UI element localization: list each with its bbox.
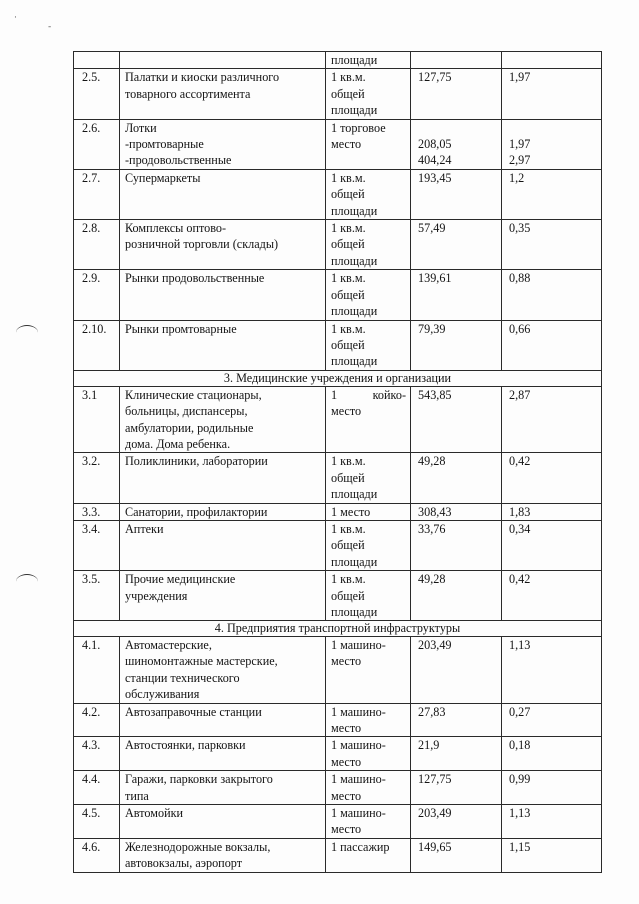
table-row xyxy=(74,805,602,839)
row-number: 4.1. xyxy=(74,637,120,704)
row-value-1: 57,49 xyxy=(411,220,502,270)
corner-mark: · xyxy=(14,13,17,23)
row-number: 2.10. xyxy=(74,320,120,370)
table-row xyxy=(74,52,602,69)
row-value-2: 1,2 xyxy=(502,169,602,219)
row-number: 3.3. xyxy=(74,503,120,520)
row-number: 2.6. xyxy=(74,119,120,169)
row-name: Рынки продовольственные xyxy=(120,270,326,320)
tariff-table-transport xyxy=(73,620,602,873)
binding-hole-mark xyxy=(16,325,38,340)
row-name: Прочие медицинские учреждения xyxy=(120,571,326,621)
row-value-1: 49,28 xyxy=(411,453,502,503)
row-name: Автозаправочные станции xyxy=(120,703,326,737)
row-unit: 1 торговое место xyxy=(326,119,411,169)
row-value-1: 193,45 xyxy=(411,169,502,219)
table-row xyxy=(74,838,602,872)
corner-mark: - xyxy=(48,22,52,32)
row-unit: 1 машино- место xyxy=(326,637,411,704)
row-value-1: 127,75 xyxy=(411,69,502,119)
row-unit: 1 койко- место xyxy=(326,386,411,453)
binding-hole-mark xyxy=(16,574,38,589)
row-unit: 1 кв.м. общей площади xyxy=(326,453,411,503)
row-value-1: 127,75 xyxy=(411,771,502,805)
table-row xyxy=(74,220,602,270)
row-value-2: 0,35 xyxy=(502,220,602,270)
row-unit: 1 пассажир xyxy=(326,838,411,872)
row-unit: 1 кв.м. общей площади xyxy=(326,571,411,621)
row-name: Гаражи, парковки закрытого типа xyxy=(120,771,326,805)
table-row xyxy=(74,119,602,169)
table-row xyxy=(74,169,602,219)
row-number: 3.5. xyxy=(74,571,120,621)
row-name xyxy=(120,52,326,69)
section-header-row xyxy=(74,370,602,386)
table-row xyxy=(74,453,602,503)
row-value-1: 308,43 xyxy=(411,503,502,520)
row-value-2: 0,42 xyxy=(502,571,602,621)
row-number: 4.6. xyxy=(74,838,120,872)
table-row xyxy=(74,503,602,520)
row-value-2: 0,27 xyxy=(502,703,602,737)
row-number: 4.3. xyxy=(74,737,120,771)
table-row xyxy=(74,270,602,320)
row-number: 4.5. xyxy=(74,805,120,839)
row-value-1: 79,39 xyxy=(411,320,502,370)
row-name: Комплексы оптово- розничной торговли (склады) xyxy=(120,220,326,270)
row-unit: 1 кв.м. общей площади xyxy=(326,220,411,270)
row-name: Лотки -промтоварные -продовольственные xyxy=(120,119,326,169)
row-value-2: 0,34 xyxy=(502,520,602,570)
row-unit: 1 машино- место xyxy=(326,737,411,771)
row-value-1: 27,83 xyxy=(411,703,502,737)
row-unit: 1 машино- место xyxy=(326,805,411,839)
row-number: 3.1 xyxy=(74,386,120,453)
table-row xyxy=(74,737,602,771)
row-value-1: 208,05 404,24 xyxy=(411,119,502,169)
row-unit: площади xyxy=(326,52,411,69)
row-name: Железнодорожные вокзалы, автовокзалы, аэропорт xyxy=(120,838,326,872)
row-number: 2.8. xyxy=(74,220,120,270)
row-number: 2.5. xyxy=(74,69,120,119)
row-value-2: 0,99 xyxy=(502,771,602,805)
row-value-2 xyxy=(502,52,602,69)
row-number: 3.2. xyxy=(74,453,120,503)
row-value-2: 0,42 xyxy=(502,453,602,503)
row-value-1: 21,9 xyxy=(411,737,502,771)
section-header-row xyxy=(74,621,602,637)
row-value-2: 1,97 xyxy=(502,69,602,119)
row-name: Палатки и киоски различного товарного ассортимента xyxy=(120,69,326,119)
row-name: Клинические стационары, больницы, диспансеры, амбулатории, родильные дома. Дома ребенка. xyxy=(120,386,326,453)
row-value-2: 1,13 xyxy=(502,637,602,704)
row-number: 2.7. xyxy=(74,169,120,219)
row-unit: 1 машино- место xyxy=(326,771,411,805)
row-value-2: 2,87 xyxy=(502,386,602,453)
row-name: Автомойки xyxy=(120,805,326,839)
row-value-1: 203,49 xyxy=(411,637,502,704)
row-number xyxy=(74,52,120,69)
row-value-1: 543,85 xyxy=(411,386,502,453)
row-name: Автостоянки, парковки xyxy=(120,737,326,771)
row-unit: 1 место xyxy=(326,503,411,520)
row-value-2: 1,13 xyxy=(502,805,602,839)
row-unit: 1 кв.м. общей площади xyxy=(326,270,411,320)
row-name: Аптеки xyxy=(120,520,326,570)
row-value-1: 203,49 xyxy=(411,805,502,839)
row-name: Санатории, профилактории xyxy=(120,503,326,520)
row-number: 2.9. xyxy=(74,270,120,320)
tariff-table xyxy=(73,51,602,621)
table-row xyxy=(74,520,602,570)
row-value-2: 1,97 2,97 xyxy=(502,119,602,169)
table-row xyxy=(74,571,602,621)
row-number: 3.4. xyxy=(74,520,120,570)
section-3-title: 3. Медицинские учреждения и организации xyxy=(74,370,602,386)
table-row xyxy=(74,69,602,119)
row-name: Супермаркеты xyxy=(120,169,326,219)
row-name: Поликлиники, лаборатории xyxy=(120,453,326,503)
row-unit: 1 кв.м. общей площади xyxy=(326,169,411,219)
row-value-2: 0,88 xyxy=(502,270,602,320)
table-row xyxy=(74,637,602,704)
row-unit: 1 машино- место xyxy=(326,703,411,737)
row-value-2: 0,18 xyxy=(502,737,602,771)
table-row xyxy=(74,320,602,370)
row-name: Автомастерские, шиномонтажные мастерские, станции технического обслуживания xyxy=(120,637,326,704)
table-row xyxy=(74,386,602,453)
row-number: 4.2. xyxy=(74,703,120,737)
table-row xyxy=(74,771,602,805)
row-unit: 1 кв.м. общей площади xyxy=(326,520,411,570)
row-value-2: 0,66 xyxy=(502,320,602,370)
row-value-1: 149,65 xyxy=(411,838,502,872)
row-unit: 1 кв.м. общей площади xyxy=(326,69,411,119)
table-row xyxy=(74,703,602,737)
row-value-2: 1,83 xyxy=(502,503,602,520)
section-4-title: 4. Предприятия транспортной инфраструктуры xyxy=(74,621,602,637)
row-value-1: 33,76 xyxy=(411,520,502,570)
row-value-1: 139,61 xyxy=(411,270,502,320)
row-unit: 1 кв.м. общей площади xyxy=(326,320,411,370)
row-number: 4.4. xyxy=(74,771,120,805)
row-value-1: 49,28 xyxy=(411,571,502,621)
row-value-2: 1,15 xyxy=(502,838,602,872)
row-value-1 xyxy=(411,52,502,69)
row-name: Рынки промтоварные xyxy=(120,320,326,370)
